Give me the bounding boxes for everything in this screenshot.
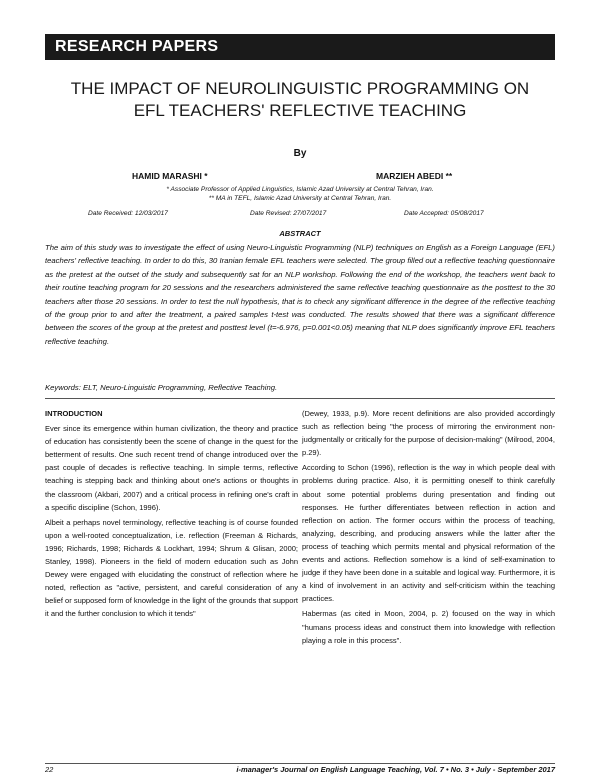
date-accepted: Date Accepted: 05/08/2017 <box>404 210 484 217</box>
paper-title-line-2: EFL TEACHERS' REFLECTIVE TEACHING <box>133 101 467 120</box>
paper-title <box>45 78 555 122</box>
page-number: 22 <box>45 765 54 774</box>
column-left <box>45 407 298 623</box>
paragraph: Ever since its emergence within human civilization, the theory and practice of education has consistently been the scene of change in the quest for the betterment of results. One such recent trend of change introduced over the past couple of decades is reflective teaching. In simple terms, reflective teaching is stepping back and thinking about one's actions or thoughts in the classroom (Akbari, 2007) and a critical process in refining one's craft in a specific discipline (Schon, 1996). <box>45 424 298 512</box>
author-1: HAMID MARASHI * <box>132 171 208 181</box>
affiliation-2: ** MA in TEFL, Islamic Azad University at Central Tehran, Iran. <box>208 195 392 202</box>
abstract-text: The aim of this study was to investigate the effect of using Neuro-Linguistic Programming (NLP) techniques on English as a Foreign Language (EFL) teachers' reflective teaching. In order to do this, 30 Iranian female EFL teachers were selected. The group filled out a reflective teaching questionnaire as the pretest at the outset of the study and subsequently sat for an NLP workshop. Following the end of the workshop, the teachers went back to their routine teaching program for 20 sessions and the researchers administered the same reflective teaching questionnaire as the posttest to the 30 teachers after those 20 sessions. In order to test the null hypothesis, that is to check any significant difference in the degree of the reflective teaching of the group prior to and after the treatment, a paired samples t-test was conducted. The results showed that there was a significant difference between the scores of the group at the pretest and posttest level (t=-6.976, p=0.001<0.05) meaning that NLP does significantly improve EFL teachers reflective teaching. <box>45 243 555 346</box>
divider-bottom <box>45 763 555 764</box>
date-received: Date Received: 12/03/2017 <box>88 210 168 217</box>
column-right <box>302 407 555 649</box>
paragraph: Habermas (as cited in Moon, 2004, p. 2) focused on the way in which "humans process ideas and construct them into knowledge with reflection playing a role in this process". <box>302 609 555 645</box>
keywords: Keywords: ELT, Neuro-Linguistic Programming, Reflective Teaching. <box>45 383 278 392</box>
affiliation-1: * Associate Professor of Applied Linguistics, Islamic Azad University at Central Tehran, Iran. <box>166 186 434 193</box>
by-label: By <box>293 148 307 159</box>
paragraph: (Dewey, 1933, p.9). More recent definitions are also provided accordingly such as reflection being "the process of mirroring the environment non-judgmentally or critically for the purpose of decision-making" (Milrood, 2004, p.29). <box>302 409 555 458</box>
divider-top <box>45 398 555 399</box>
paragraph: According to Schon (1996), reflection is the way in which people deal with problems during practice. Also, it is permitting oneself to think carefully about some potential problems during presentation and finding out responses. He further differentiates between reflection in action and reflection on action. The former occurs within the process of teaching, analyzing, describing, and producing answers while the latter after the process of teaching which permits mental and physical reformation of the events and actions. Reflection somehow is a kind of self-examination to judge if they have been done in a suitable and logical way. Furthermore, it is a kind of involvement in an activity and self-criticism within the teaching practices. <box>302 463 555 604</box>
paragraph: Albeit a perhaps novel terminology, reflective teaching is of course founded upon a well-rooted conceptualization, i.e. reflection (Freeman & Richards, 1996; Richards, 1998; Richards & Lockhart, 1994; Shrum & Glisan, 2000; Stanley, 1998). Pioneers in the field of modern education such as John Dewey were engaged with elucidating the construct of reflection where he noted, reflection as "active, persistent, and careful consideration of any belief or supposed form of knowledge in the light of the grounds that support it and the further conclusion to which it tends" <box>45 517 298 619</box>
introduction-heading: INTRODUCTION <box>45 409 103 418</box>
date-revised: Date Revised: 27/07/2017 <box>250 210 327 217</box>
journal-citation: i-manager's Journal on English Language Teaching, Vol. 7 • No. 3 • July - September 2017 <box>236 765 555 774</box>
section-banner <box>45 34 555 60</box>
author-2: MARZIEH ABEDI ** <box>376 171 453 181</box>
paper-title-line-1: THE IMPACT OF NEUROLINGUISTIC PROGRAMMING ON <box>70 79 530 98</box>
abstract-heading: ABSTRACT <box>279 229 321 238</box>
section-banner-label: RESEARCH PAPERS <box>55 38 219 55</box>
